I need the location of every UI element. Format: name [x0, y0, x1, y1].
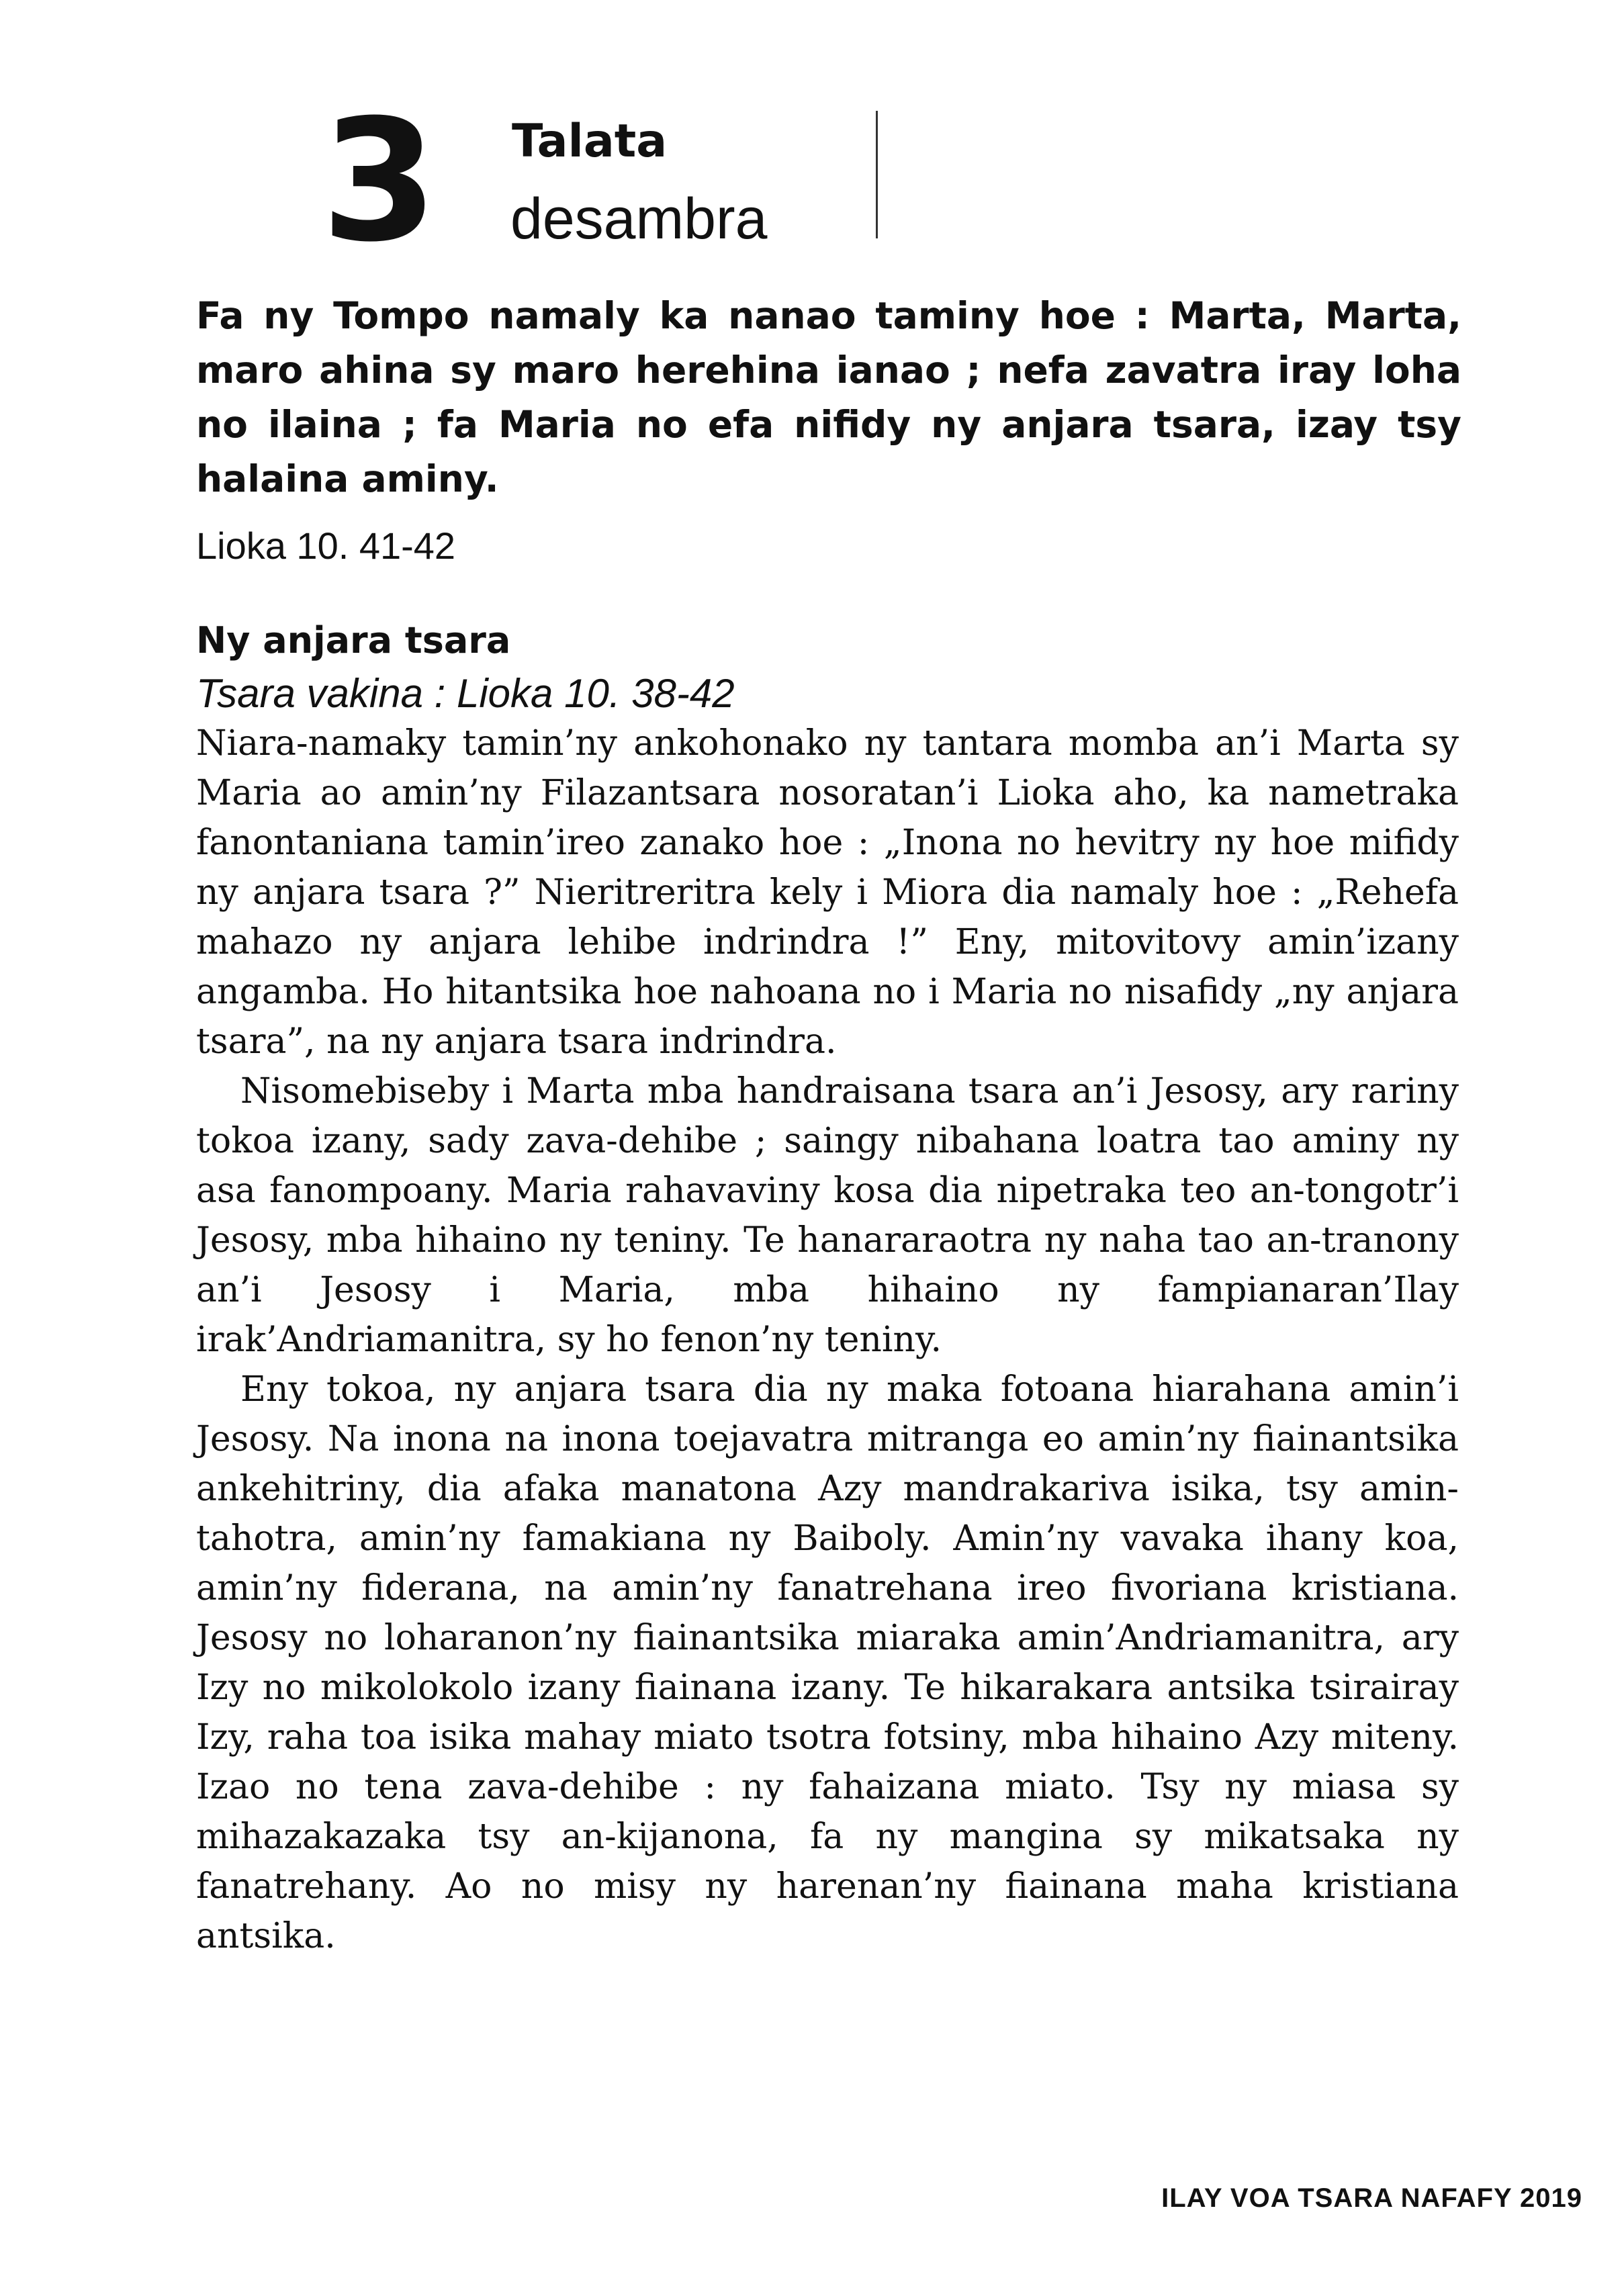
body-paragraph: Eny tokoa, ny anjara tsara dia ny maka fotoana hiarahana amin’i Jesosy. Na inona na inona toejavatra mitranga eo amin’ny fiainantsika ankehitriny, dia afaka manatona Azy mandrakariva isika, tsy amin-tahotra, amin’ny famakiana ny Baiboly. Amin’ny vavaka ihany koa, amin’ny fiderana, na amin’ny fanatrehana ireo fivoriana kristiana. Jesosy no loharanon’ny fiainantsika miaraka amin’Andriamanitra, ary Izy no mikolokolo izany fiainana izany. Te hikarakara antsika tsirairay Izy, raha toa isika mahay miato tsotra fotsiny, mba hihaino Azy miteny. Izao no tena zava-dehibe : ny fahaizana miato. Tsy ny miasa sy mihazakazaka tsy an-kijanona, fa ny mangina sy mikatsaka ny fanatrehany. Ao no misy ny harenan’ny fiainana maha kristiana antsika. — [196, 1369, 1459, 1956]
header-divider — [876, 111, 878, 238]
day-number: 3 — [321, 83, 434, 279]
verse-text: Fa ny Tompo namaly ka nanao taminy hoe : Marta, Marta, maro ahina sy maro herehina ianao ; nefa zavatra iray loha no ilaina ; fa Maria no efa nifidy ny anjara tsara, izay tsy halaina aminy. — [196, 294, 1461, 500]
body-paragraph: Niara-namaky tamin’ny ankohonako ny tantara momba an’i Marta sy Maria ao amin’ny Filazantsara nosoratan’i Lioka aho, ka nametraka fanontaniana tamin’ireo zanako hoe : „Inona no hevitry ny hoe mifidy ny anjara tsara ?” Nieritreritra kely i Miora dia namaly hoe : „Rehefa mahazo ny anjara lehibe indrindra !” Eny, mitovitovy amin’izany angamba. Ho hitantsika hoe nahoana no i Maria no nisafidy „ny anjara tsara”, na ny anjara tsara indrindra. — [196, 723, 1459, 1062]
day-name: Talata — [512, 115, 668, 168]
footer-publication: ILAY VOA TSARA NAFAFY 2019 — [1161, 2183, 1582, 2213]
reading-reference: Tsara vakina : Lioka 10. 38-42 — [196, 671, 735, 716]
body-text — [196, 719, 1459, 1961]
month-name: desambra — [510, 187, 768, 251]
section-title: Ny anjara tsara — [196, 619, 511, 662]
body-paragraph: Nisomebiseby i Marta mba handraisana tsara an’i Jesosy, ary rariny tokoa izany, sady zava-dehibe ; saingy nibahana loatra tao aminy ny asa fanompoany. Maria rahavaviny kosa dia nipetraka teo an-tongotr’i Jesosy, mba hihaino ny teniny. Te hanararaotra ny naha tao an-tranony an’i Jesosy i Maria, mba hihaino ny fampianaran’Ilay irak’Andriamanitra, sy ho fenon’ny teniny. — [196, 1071, 1459, 1360]
verse-reference: Lioka 10. 41-42 — [196, 525, 456, 567]
